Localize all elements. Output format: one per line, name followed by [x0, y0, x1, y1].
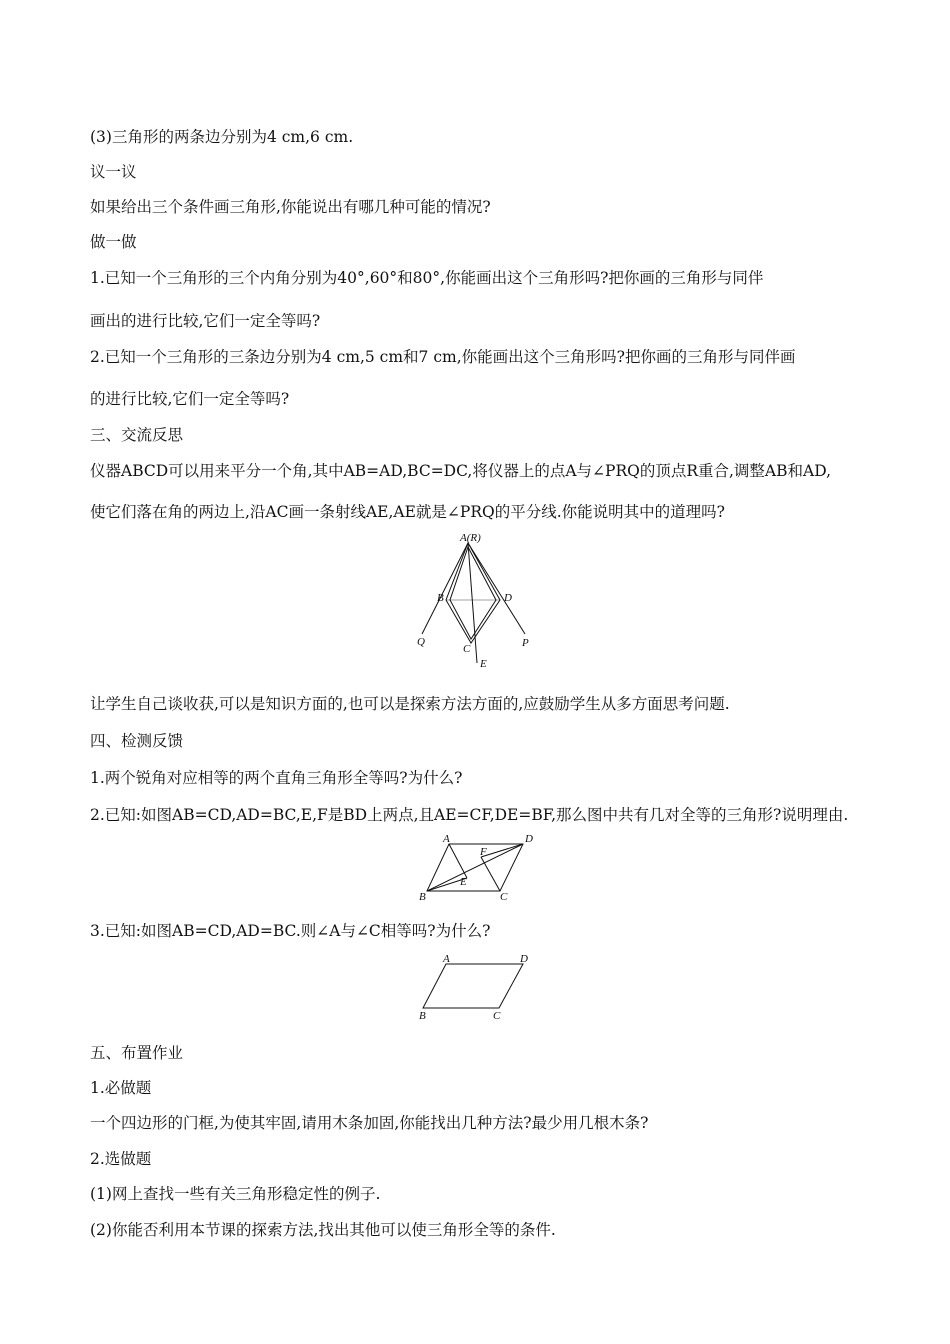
- label-B: B: [419, 891, 426, 903]
- text-line-12: 让学生自己谈收获,可以是知识方面的,也可以是探索方法方面的,应鼓励学生从多方面思考问题.: [90, 695, 730, 713]
- label-B: B: [419, 1010, 426, 1022]
- label-D: D: [520, 953, 528, 965]
- label-P: P: [522, 637, 529, 649]
- label-D: D: [504, 592, 512, 604]
- text-line-22: (2)你能否利用本节课的探索方法,找出其他可以使三角形全等的条件.: [90, 1221, 556, 1239]
- text-line-6: 画出的进行比较,它们一定全等吗?: [90, 312, 321, 330]
- kite-instrument-figure: [410, 530, 540, 670]
- section-heading-do: 做一做: [90, 233, 137, 251]
- text-line-3: 如果给出三个条件画三角形,你能说出有哪几种可能的情况?: [90, 198, 491, 216]
- label-C: C: [500, 891, 508, 903]
- section-heading-3: 三、交流反思: [90, 426, 184, 444]
- text-line-1: (3)三角形的两条边分别为4 cm,6 cm.: [90, 128, 354, 146]
- label-Q: Q: [417, 636, 425, 648]
- label-B: B: [437, 592, 444, 604]
- text-line-5: 1.已知一个三角形的三个内角分别为40°,60°和80°,你能画出这个三角形吗?把你画的三角形与同伴: [90, 269, 764, 287]
- text-line-20: 2.选做题: [90, 1150, 152, 1168]
- text-line-11: 使它们落在角的两边上,沿AC画一条射线AE,AE就是∠PRQ的平分线.你能说明其中的道理吗?: [90, 503, 725, 521]
- text-line-21: (1)网上查找一些有关三角形稳定性的例子.: [90, 1185, 381, 1203]
- section-heading-discuss: 议一议: [90, 163, 137, 181]
- label-E: E: [480, 658, 487, 670]
- text-line-14: 1.两个锐角对应相等的两个直角三角形全等吗?为什么?: [90, 769, 463, 787]
- text-line-18: 1.必做题: [90, 1079, 152, 1097]
- text-line-7: 2.已知一个三角形的三条边分别为4 cm,5 cm和7 cm,你能画出这个三角形吗?把你画的三角形与同伴画: [90, 348, 796, 366]
- label-C: C: [463, 643, 471, 655]
- parallelogram-figure: [415, 951, 540, 1023]
- label-A: A: [443, 953, 450, 965]
- text-line-8: 的进行比较,它们一定全等吗?: [90, 390, 290, 408]
- text-line-10: 仪器ABCD可以用来平分一个角,其中AB=AD,BC=DC,将仪器上的点A与∠PRQ的顶点R重合,调整AB和AD,: [90, 462, 832, 480]
- label-C: C: [493, 1010, 501, 1022]
- label-A: A: [443, 833, 450, 845]
- label-F: F: [480, 846, 487, 858]
- label-E: E: [460, 876, 467, 888]
- text-line-15: 2.已知:如图AB=CD,AD=BC,E,F是BD上两点,且AE=CF,DE=BF,那么图中共有几对全等的三角形?说明理由.: [90, 806, 849, 824]
- label-D: D: [525, 833, 533, 845]
- section-heading-5: 五、布置作业: [90, 1044, 184, 1062]
- parallelogram-ef-figure: [415, 833, 540, 903]
- section-heading-4: 四、检测反馈: [90, 732, 184, 750]
- text-line-19: 一个四边形的门框,为使其牢固,请用木条加固,你能找出几种方法?最少用几根木条?: [90, 1114, 649, 1132]
- text-line-16: 3.已知:如图AB=CD,AD=BC.则∠A与∠C相等吗?为什么?: [90, 922, 491, 940]
- label-A: A(R): [460, 532, 481, 544]
